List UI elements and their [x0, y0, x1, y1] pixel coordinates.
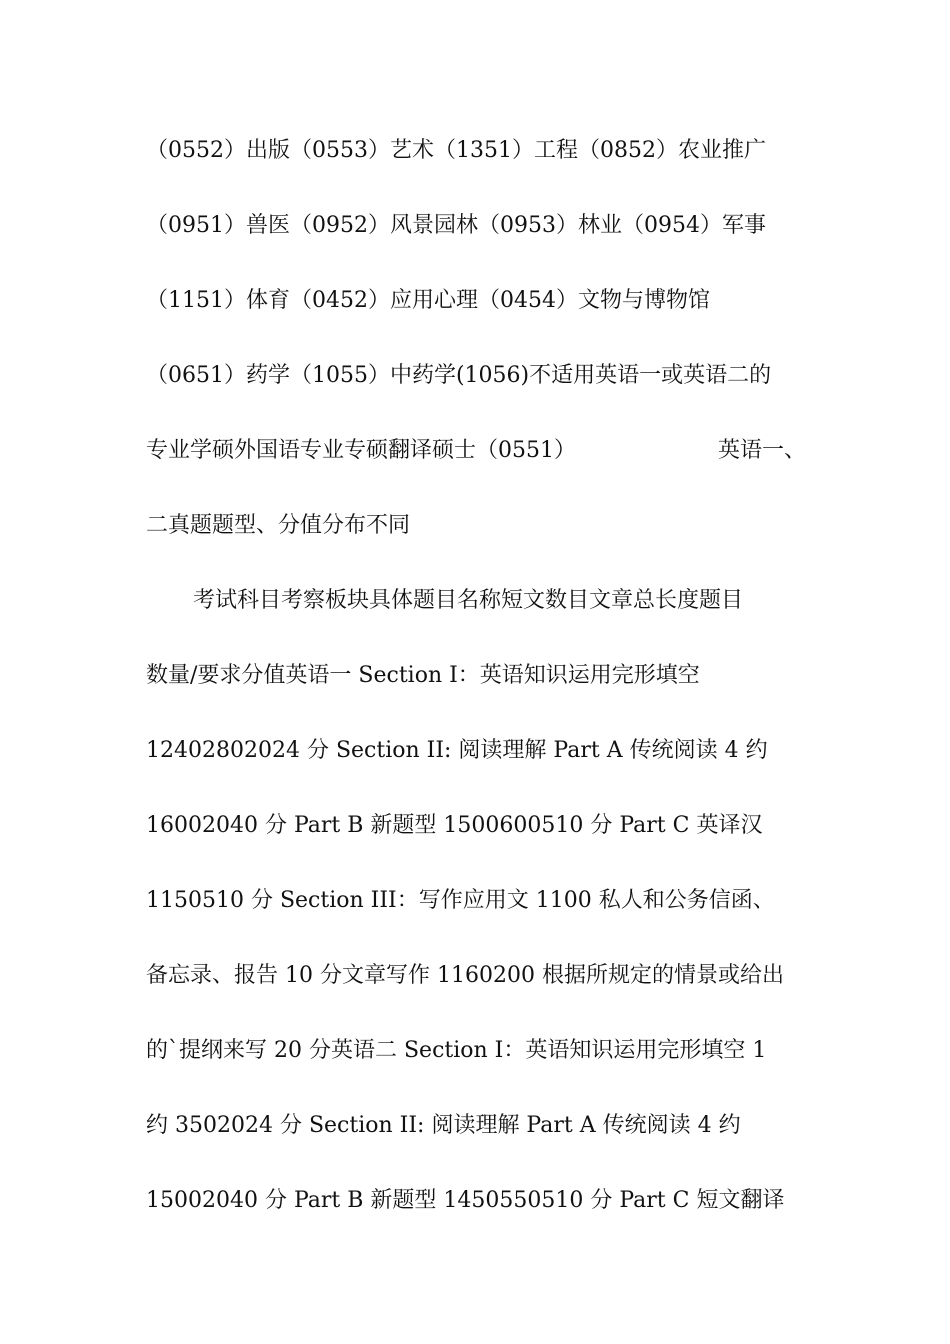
- text-line-content: 考试科目考察板块具体题目名称短文数目文章总长度题目: [193, 588, 744, 613]
- text-line: [146, 729, 806, 804]
- text-line-content: 1150510 分 Section III：写作应用文 1100 私人和公务信函、: [146, 888, 775, 913]
- text-line: [146, 654, 806, 729]
- text-line-content: 备忘录、报告 10 分文章写作 1160200 根据所规定的情景或给出: [146, 963, 784, 988]
- text-line: [146, 879, 806, 954]
- text-line: [146, 804, 806, 879]
- text-line-content: 16002040 分 Part B 新题型 1500600510 分 Part C 英译汉: [146, 813, 763, 838]
- text-line-content: （1151）体育（0452）应用心理（0454）文物与博物馆: [146, 288, 710, 313]
- text-line: [146, 429, 806, 504]
- text-line-content: 约 3502024 分 Section II: 阅读理解 Part A 传统阅读 4 约: [146, 1113, 741, 1138]
- text-line-content: （0651）药学（1055）中药学(1056)不适用英语一或英语二的: [146, 363, 772, 388]
- text-line-content: 的`提纲来写 20 分英语二 Section I：英语知识运用完形填空 1: [146, 1038, 767, 1063]
- text-line-content: 15002040 分 Part B 新题型 1450550510 分 Part C 短文翻译: [146, 1188, 785, 1213]
- text-line: [146, 354, 806, 429]
- text-line: [146, 129, 806, 204]
- text-line-content: （0951）兽医（0952）风景园林（0953）林业（0954）军事: [146, 213, 766, 238]
- paragraph-first-line: [146, 579, 806, 654]
- text-line-content: （0552）出版（0553）艺术（1351）工程（0852）农业推广: [146, 138, 766, 163]
- text-line: [146, 1104, 806, 1179]
- text-line-content: 数量/要求分值英语一 Section I：英语知识运用完形填空: [146, 663, 700, 688]
- text-line: [146, 954, 806, 1029]
- text-line: [146, 1179, 806, 1254]
- document-body: [146, 129, 806, 1254]
- text-line-content: 二真题题型、分值分布不同: [146, 513, 411, 538]
- text-line: [146, 279, 806, 354]
- text-line-content: 12402802024 分 Section II: 阅读理解 Part A 传统阅读 4 约: [146, 738, 768, 763]
- text-line: [146, 504, 806, 579]
- text-line-content: 专业学硕外国语专业专硕翻译硕士（0551）: [146, 438, 576, 463]
- text-line-content-right: 英语一、: [717, 438, 806, 463]
- text-line: [146, 204, 806, 279]
- text-line: [146, 1029, 806, 1104]
